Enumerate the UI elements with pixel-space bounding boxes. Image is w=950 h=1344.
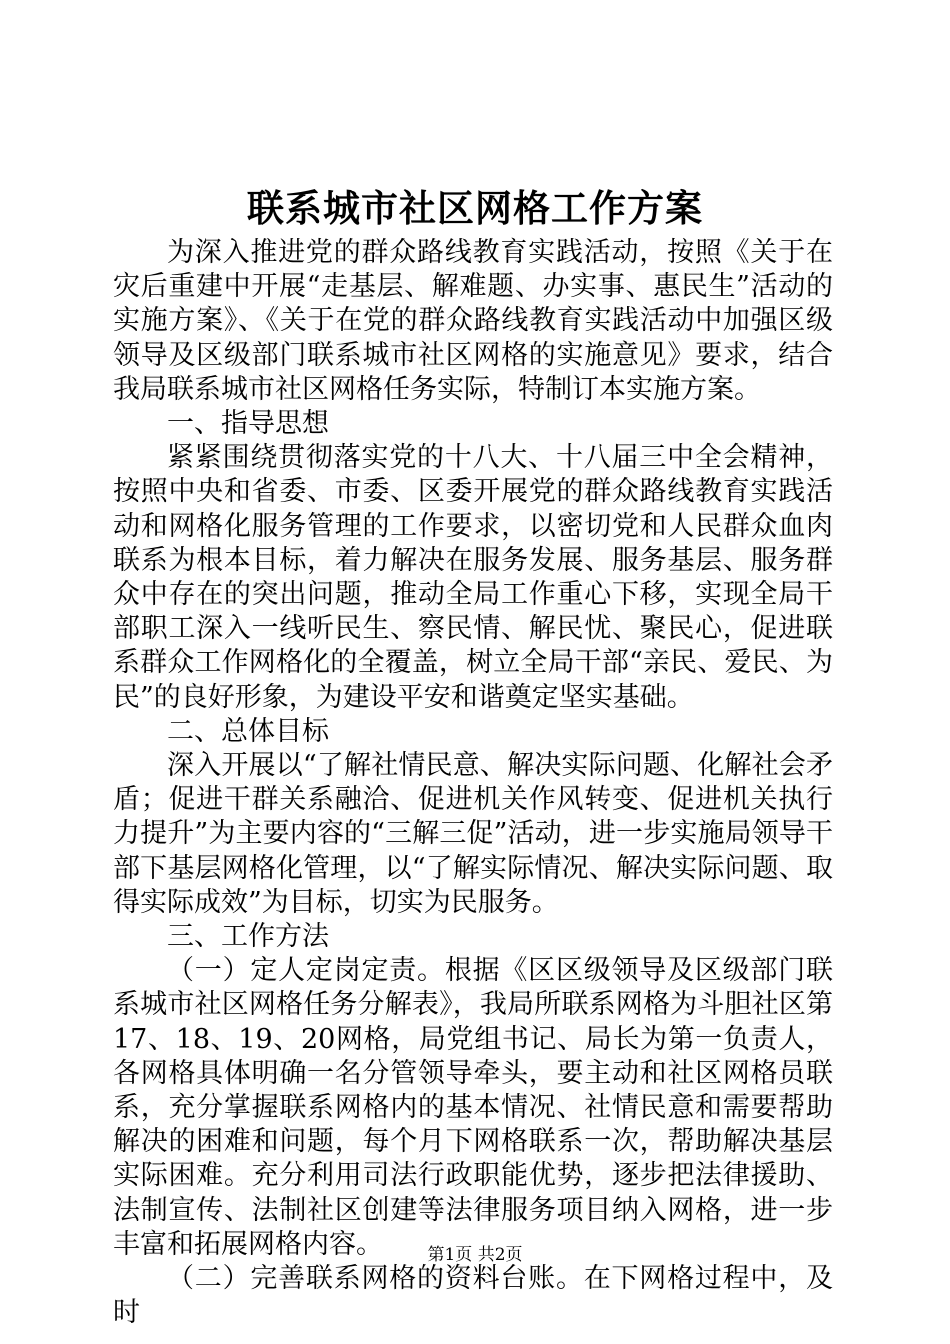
guiding-thought-paragraph: 紧紧围绕贯彻落实党的十八大、十八届三中全会精神，按照中央和省委、市委、区委开展党的群众路线教育实践活动和网格化服务管理的工作要求，以密切党和人民群众血肉联系为根本目标，着力解决在服务发展、服务基层、服务群众中存在的突出问题，推动全局工作重心下移，实现全局干部职工深入一线听民生、察民情、解民忧、聚民心，促进联系群众工作网格化的全覆盖，树立全局干部“亲民、爱民、为民”的良好形象，为建设平安和谐奠定坚实基础。	[113, 442, 833, 713]
page-footer: 第1页 共2页	[427, 1245, 523, 1265]
document-title: 联系城市社区网格工作方案	[247, 186, 703, 230]
document-body	[113, 236, 833, 1331]
section-heading-guiding-thought: 一、指导思想	[167, 408, 329, 440]
work-method-item-2: （二）完善联系网格的资料台账。在下网格过程中，及时	[113, 1263, 833, 1329]
section-heading-overall-goal: 二、总体目标	[167, 715, 329, 747]
section-heading-work-method: 三、工作方法	[167, 921, 329, 953]
overall-goal-paragraph: 深入开展以“了解社情民意、解决实际问题、化解社会矛盾；促进干群关系融洽、促进机关作风转变、促进机关执行力提升”为主要内容的“三解三促”活动，进一步实施局领导干部下基层网格化管理，以“了解实际情况、解决实际问题、取得实际成效”为目标，切实为民服务。	[113, 750, 833, 918]
intro-paragraph: 为深入推进党的群众路线教育实践活动，按照《关于在灾后重建中开展“走基层、解难题、办实事、惠民生”活动的实施方案》、《关于在党的群众路线教育实践活动中加强区级领导及区级部门联系城市社区网格的实施意见》要求，结合我局联系城市社区网格任务实际，特制订本实施方案。	[113, 237, 833, 405]
work-method-item-1: （一）定人定岗定责。根据《区区级领导及区级部门联系城市社区网格任务分解表》，我局所联系网格为斗胆社区第17、18、19、20网格，局党组书记、局长为第一负责人，各网格具体明确一名分管领导牵头，要主动和社区网格员联系，充分掌握联系网格内的基本情况、社情民意和需要帮助解决的困难和问题，每个月下网格联系一次，帮助解决基层实际困难。充分利用司法行政职能优势，逐步把法律援助、法制宣传、法制社区创建等法律服务项目纳入网格，进一步丰富和拓展网格内容。	[113, 955, 833, 1260]
